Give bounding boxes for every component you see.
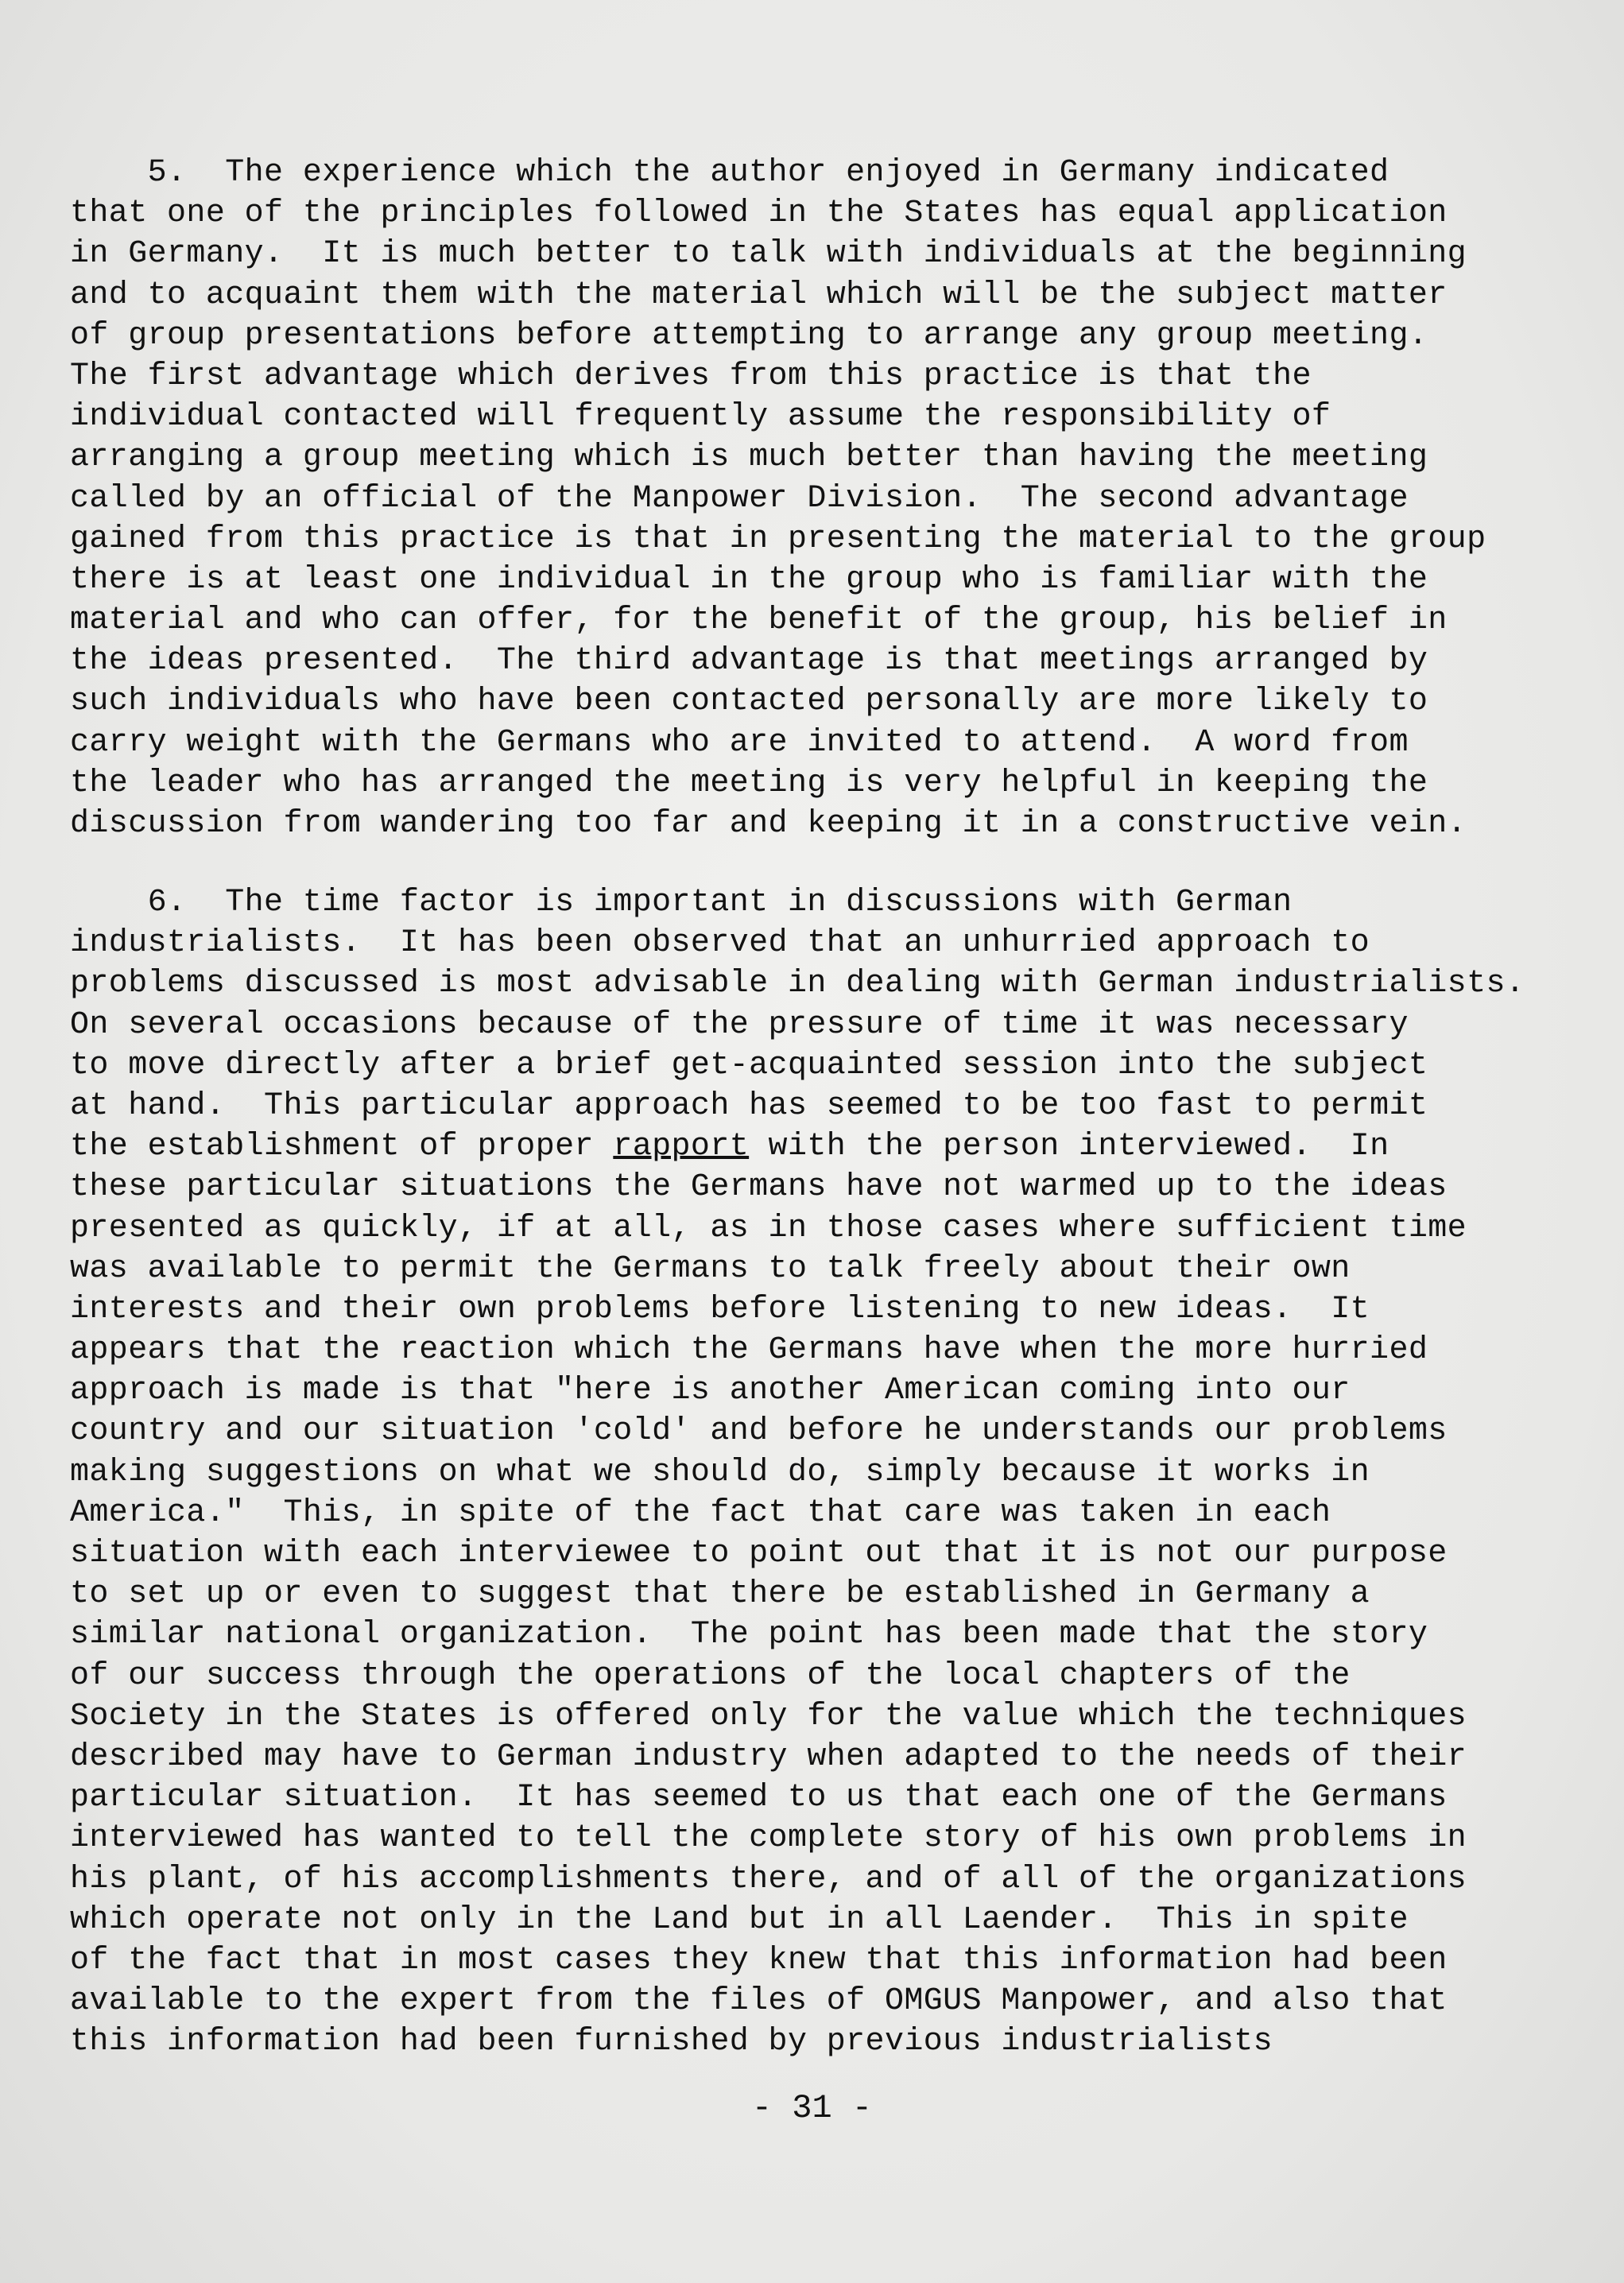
- text-line: problems discussed is most advisable in dealing with German industrialists.: [70, 966, 1525, 1002]
- text-line: situation with each interviewee to point out that it is not our purpose: [70, 1536, 1448, 1572]
- text-line: 5. The experience which the author enjoyed in Germany indicated: [70, 155, 1390, 191]
- text-line: carry weight with the Germans who are invited to attend. A word from: [70, 724, 1409, 761]
- text-line: America." This, in spite of the fact that care was taken in each: [70, 1494, 1331, 1531]
- text-line: to move directly after a brief get-acquainted session into the subject: [70, 1047, 1428, 1083]
- text-line: which operate not only in the Land but in all Laender. This in spite: [70, 1901, 1409, 1938]
- text-line: discussion from wandering too far and keeping it in a constructive vein.: [70, 806, 1467, 842]
- text-line: that one of the principles followed in the States has equal application: [70, 196, 1448, 232]
- text-line: particular situation. It has seemed to us that each one of the Germans: [70, 1780, 1448, 1816]
- text-line: of our success through the operations of the local chapters of the: [70, 1657, 1351, 1694]
- text-line: individual contacted will frequently assume the responsibility of: [70, 399, 1331, 436]
- text-line: the leader who has arranged the meeting is very helpful in keeping the: [70, 765, 1428, 801]
- text-line: these particular situations the Germans have not warmed up to the ideas: [70, 1169, 1448, 1206]
- text-line: interviewed has wanted to tell the complete story of his own problems in: [70, 1820, 1467, 1857]
- underlined-word: rapport: [613, 1129, 750, 1165]
- text-line: interests and their own problems before listening to new ideas. It: [70, 1291, 1370, 1328]
- text-line: such individuals who have been contacted personally are more likely to: [70, 684, 1428, 720]
- text-line: gained from this practice is that in presenting the material to the group: [70, 521, 1486, 557]
- text-line: appears that the reaction which the Germans have when the more hurried: [70, 1332, 1428, 1369]
- text-line: there is at least one individual in the group who is familiar with the: [70, 561, 1428, 598]
- paragraph-5: [70, 153, 1564, 844]
- text-line: arranging a group meeting which is much better than having the meeting: [70, 440, 1428, 476]
- text-line: of the fact that in most cases they knew that this information had been: [70, 1942, 1448, 1979]
- text-line: described may have to German industry when adapted to the needs of their: [70, 1738, 1467, 1775]
- text-line: the establishment of proper rapport with the person interviewed. In: [70, 1129, 1390, 1165]
- text-line: the ideas presented. The third advantage is that meetings arranged by: [70, 643, 1428, 680]
- text-line: 6. The time factor is important in discussions with German: [70, 885, 1293, 921]
- text-line: this information had been furnished by previous industrialists: [70, 2024, 1273, 2060]
- text-line: called by an official of the Manpower Division. The second advantage: [70, 480, 1409, 517]
- text-line: in Germany. It is much better to talk with individuals at the beginning: [70, 236, 1467, 273]
- text-line: material and who can offer, for the benefit of the group, his belief in: [70, 603, 1448, 639]
- text-line: presented as quickly, if at all, as in those cases where sufficient time: [70, 1210, 1467, 1246]
- text-line: at hand. This particular approach has seemed to be too fast to permit: [70, 1087, 1428, 1124]
- text-line: to set up or even to suggest that there be established in Germany a: [70, 1576, 1370, 1613]
- text-line: approach is made is that "here is another American coming into our: [70, 1373, 1351, 1409]
- text-line: country and our situation 'cold' and before he understands our problems: [70, 1413, 1448, 1450]
- text-line: his plant, of his accomplishments there, and of all of the organizations: [70, 1861, 1467, 1897]
- text-line: The first advantage which derives from this practice is that the: [70, 358, 1312, 394]
- text-line: industrialists. It has been observed that an unhurried approach to: [70, 925, 1370, 962]
- text-line: was available to permit the Germans to talk freely about their own: [70, 1250, 1351, 1287]
- paragraph-6: [70, 882, 1564, 2062]
- text-line: and to acquaint them with the material which will be the subject matter: [70, 277, 1448, 313]
- page-number: - 31 -: [751, 2089, 873, 2127]
- text-line: similar national organization. The point has been made that the story: [70, 1617, 1428, 1653]
- text-line: On several occasions because of the pressure of time it was necessary: [70, 1006, 1409, 1043]
- text-line: making suggestions on what we should do, simply because it works in: [70, 1454, 1370, 1490]
- text-line: of group presentations before attempting to arrange any group meeting.: [70, 317, 1428, 354]
- text-line: Society in the States is offered only for the value which the techniques: [70, 1698, 1467, 1735]
- text-line: available to the expert from the files of OMGUS Manpower, and also that: [70, 1983, 1448, 2020]
